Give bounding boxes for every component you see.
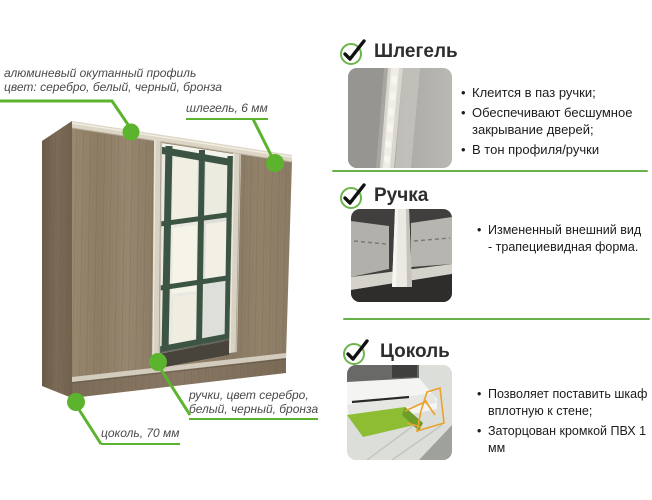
wardrobe-side-panel [42,121,72,398]
section-title-ruchka: Ручка [374,185,429,206]
bullet-item: • В тон профиля/ручки [460,141,652,158]
label-handles-line1: ручки, цвет серебро, [189,388,309,402]
bullet-item: • Позволяет поставить шкаф вплотную к стене; [476,386,652,420]
checkmark-icon [339,38,369,68]
label-aluminium-profile [4,67,222,94]
section-divider [343,318,650,320]
label-shlegel [186,102,268,120]
tsokol-bullets [476,386,652,460]
shlegel-photo [348,68,452,168]
ruchka-bullets [476,222,648,259]
label-aluminium-profile-line2: цвет: серебро, белый, черный, бронза [4,79,222,94]
callout-dot-handles [149,353,167,371]
shlegel-bullets [460,84,652,161]
label-plinth-text: цоколь, 70 мм [101,427,180,445]
label-plinth [101,427,180,445]
handle-photo [351,209,452,302]
callout-line-profile [0,101,131,129]
checkmark-icon [342,338,372,368]
plinth-photo [347,365,452,460]
callout-dot-profile [123,124,140,141]
bullet-item: • Клеится в паз ручки; [460,84,652,101]
section-divider [332,170,648,172]
bullet-item: • Измененный внешний вид - трапециевидная форма. [476,222,648,256]
section-title-shlegel: Шлегель [374,41,458,62]
bullet-item: • Обеспечивают бесшумное закрывание дверей; [460,104,652,138]
label-handles [189,389,318,420]
callout-dot-plinth [67,393,85,411]
checkmark-icon [339,182,369,212]
label-handles-line2: белый, черный, бронза [189,403,318,421]
callout-dot-shlegel [266,154,284,172]
wardrobe-mirror-door [155,138,240,373]
label-shlegel-text: шлегель, 6 мм [186,102,268,120]
section-title-tsokol: Цоколь [380,341,450,362]
label-aluminium-profile-line1: алюминевый окутанный профиль [4,66,197,80]
bullet-item: • Заторцован кромкой ПВХ 1 мм [476,423,652,457]
callout-line-plinth [78,408,101,444]
